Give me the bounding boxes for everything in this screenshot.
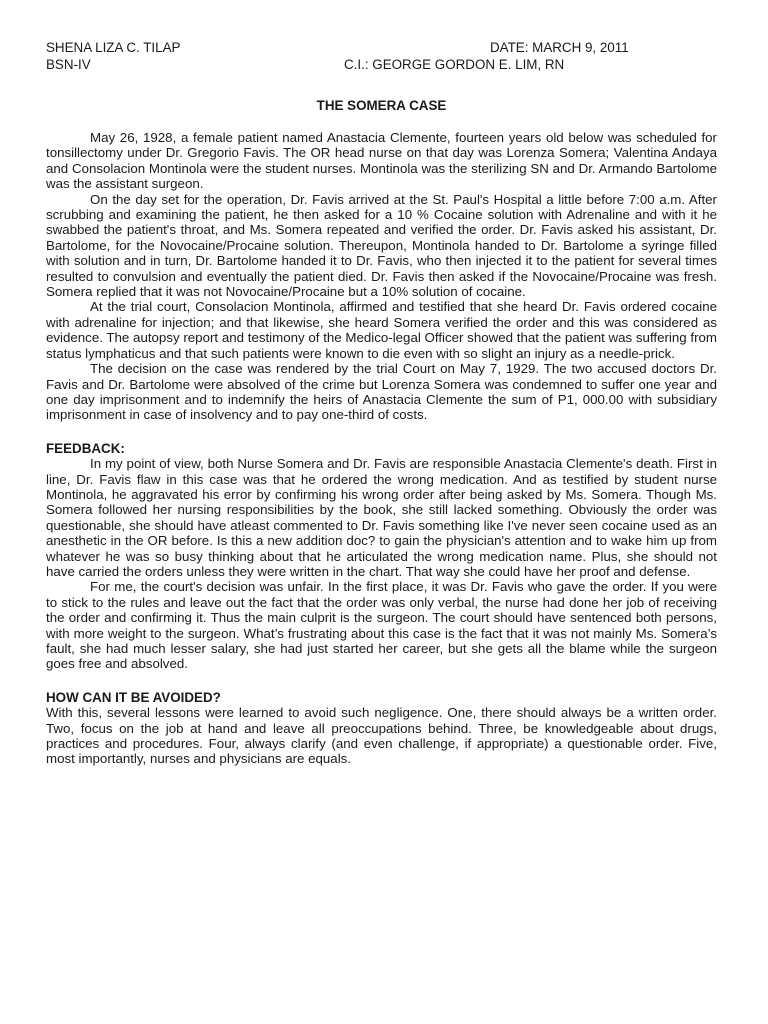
clinical-instructor: C.I.: GEORGE GORDON E. LIM, RN xyxy=(344,57,565,72)
document-body xyxy=(46,130,717,767)
avoid-heading: HOW CAN IT BE AVOIDED? xyxy=(46,689,221,705)
feedback-paragraph: For me, the court's decision was unfair. In the first place, it was Dr. Favis who gave the order. If you were to stick to the rules and leave out the fact that the order was only verbal, the nurse had done her job of receiving the order and confirming it. Thus the main culprit is the surgeon. The court should have sentenced both persons, with more weight to the surgeon. What’s frustrating about this case is the fact that it was not mainly Ms. Somera’s fault, she had much lesser salary, she had just started her career, but she gets all the blame while the surgeon goes free and absolved. xyxy=(46,579,717,672)
page-title: THE SOMERA CASE xyxy=(316,98,447,113)
document-header xyxy=(46,40,717,74)
feedback-heading: FEEDBACK: xyxy=(46,440,125,456)
case-paragraph: The decision on the case was rendered by the trial Court on May 7, 1929. The two accused doctors Dr. Favis and Dr. Bartolome were absolved of the crime but Lorenza Somera was condemned to suffer one year and one day imprisonment and to indemnify the heirs of Anastacia Clemente the sum of P1, 000.00 with subsidiary imprisonment in case of insolvency and to pay one-third of costs. xyxy=(46,361,717,423)
document-page xyxy=(46,40,717,767)
program: BSN-IV xyxy=(46,57,91,72)
case-paragraph: On the day set for the operation, Dr. Favis arrived at the St. Paul's Hospital a little before 7:00 a.m. After scrubbing and examining the patient, he then asked for a 10 % Cocaine solution with Adrenaline and with it he swabbed the patient's throat, and Ms. Somera repeated and verified the order. Dr. Favis asked his assistant, Dr. Bartolome, for the Novocaine/Procaine solution. Thereupon, Montinola handed to Dr. Bartolome a syringe filled with solution and in turn, Dr. Bartolome handed it to Dr. Favis, who then injected it to the patient for several times resulted to convulsion and eventually the patient died. Dr. Favis then asked if the Novocaine/Procaine was fresh. Somera replied that it was not Novocaine/Procaine but a 10% solution of cocaine. xyxy=(46,191,717,300)
avoid-paragraph: With this, several lessons were learned to avoid such negligence. One, there should always be a written order. Two, focus on the job at hand and leave all preoccupations behind. Three, be knowledgeable about drugs, practices and procedures. Four, always clarify (and even challenge, if appropriate) a questionable order. Five, most importantly, nurses and physicians are equals. xyxy=(46,705,717,767)
student-name: SHENA LIZA C. TILAP xyxy=(46,40,181,55)
case-paragraph: May 26, 1928, a female patient named Anastacia Clemente, fourteen years old below was scheduled for tonsillectomy under Dr. Gregorio Favis. The OR head nurse on that day was Lorenza Somera; Valentina Andaya and Consolacion Montinola were the student nurses. Montinola was the sterilizing SN and Dr. Armando Bartolome was the assistant surgeon. xyxy=(46,130,717,192)
case-paragraph: At the trial court, Consolacion Montinola, affirmed and testified that she heard Dr. Favis ordered cocaine with adrenaline for injection; and that likewise, she heard Somera verified the order and this was considered as evidence. The autopsy report and testimony of the Medico-legal Officer showed that the patient was suffering from status lymphaticus and that such patients were known to die even with so slight an injury as a needle-prick. xyxy=(46,299,717,361)
feedback-paragraph: In my point of view, both Nurse Somera and Dr. Favis are responsible Anastacia Clemente's death. First in line, Dr. Favis flaw in this case was that he ordered the wrong medication. And as testified by student nurse Montinola, he aggravated his error by confirming his wrong order after being asked by Ms. Somera. Though Ms. Somera followed her nursing responsibilities by the book, she still lacked something. Obviously the order was questionable, she should have atleast commented to Dr. Favis something like I've never seen cocaine used as an anesthetic in the OR before. Is this a new addition doc? to gain the physician's attention and to wake him up from whatever he was so busy thinking about that he articulated the wrong medication name. Plus, she should not have carried the orders unless they were written in the chart. That way she could have her proof and defense. xyxy=(46,456,717,579)
document-date: DATE: MARCH 9, 2011 xyxy=(490,40,629,55)
